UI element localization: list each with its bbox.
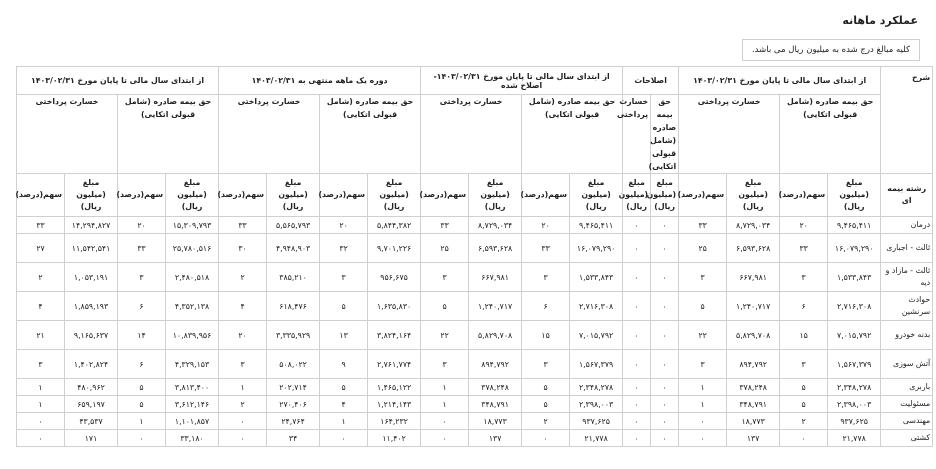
group-header-1: از ابتدای سال مالی تا پایان مورخ ۱۴۰۳/۰۲/۳۱ bbox=[679, 67, 881, 95]
table-cell: ۱,۲۴۰,۷۱۷ bbox=[727, 292, 780, 321]
share-header: سهم(درصد) bbox=[320, 174, 368, 217]
table-cell: ۲,۳۹۸,۰۰۳ bbox=[570, 396, 623, 413]
table-cell: ۱,۵۳۳,۸۴۳ bbox=[828, 263, 881, 292]
table-cell: ۱ bbox=[320, 413, 368, 430]
table-cell: ۱ bbox=[17, 396, 65, 413]
table-cell: ۳۳ bbox=[219, 217, 267, 234]
table-cell: ۰ bbox=[623, 217, 651, 234]
table-cell: ۱,۶۳۵,۸۳۰ bbox=[368, 292, 421, 321]
table-cell: ۳ bbox=[17, 350, 65, 379]
table-cell: ۱,۸۵۹,۱۹۳ bbox=[65, 292, 118, 321]
table-cell: ۳ bbox=[780, 263, 828, 292]
premium-header: حق بیمه صادره (شامل قبولی اتکایی) bbox=[522, 95, 623, 174]
table-cell: ۴,۳۲۹,۱۵۳ bbox=[166, 350, 219, 379]
table-row bbox=[17, 217, 933, 234]
table-cell: ۹۳۷,۶۲۵ bbox=[570, 413, 623, 430]
table-cell: ۰ bbox=[651, 292, 679, 321]
table-cell: ۸۹۴,۷۹۲ bbox=[727, 350, 780, 379]
amount-header: مبلغ (میلیون ریال) bbox=[368, 174, 421, 217]
table-cell: ۴ bbox=[320, 396, 368, 413]
table-cell: ۵,۵۶۵,۷۹۳ bbox=[267, 217, 320, 234]
table-cell: ۳۳,۱۸۰ bbox=[166, 430, 219, 447]
table-cell: ۱۳۷ bbox=[469, 430, 522, 447]
table-cell: ۸۹۴,۷۹۲ bbox=[469, 350, 522, 379]
table-cell: ۶ bbox=[780, 292, 828, 321]
table-cell: ۶۵۹,۱۹۷ bbox=[65, 396, 118, 413]
table-cell: ۵ bbox=[421, 292, 469, 321]
group-header-3: از ابتدای سال مالی تا پایان مورخ ۱۴۰۳/۰۲/۳۱- اصلاح شده bbox=[421, 67, 623, 95]
table-cell: ۳,۸۲۴,۱۶۴ bbox=[368, 321, 421, 350]
table-cell: ۰ bbox=[623, 413, 651, 430]
table-cell: ۱۸,۷۷۳ bbox=[727, 413, 780, 430]
table-cell: ۳,۸۱۳,۴۰۰ bbox=[166, 379, 219, 396]
table-cell: ۳ bbox=[522, 350, 570, 379]
table-cell: ۰ bbox=[651, 217, 679, 234]
table-cell: ۹۳۷,۶۲۵ bbox=[828, 413, 881, 430]
table-cell: ۵,۸۴۴,۳۸۲ bbox=[368, 217, 421, 234]
table-cell: ۳ bbox=[780, 350, 828, 379]
table-cell: ۶ bbox=[522, 292, 570, 321]
table-cell: ۲,۳۴۸,۲۷۸ bbox=[570, 379, 623, 396]
table-cell: ۳۷۸,۲۴۸ bbox=[727, 379, 780, 396]
loss-header: خسارت پرداختی bbox=[421, 95, 522, 174]
table-cell: ۰ bbox=[623, 292, 651, 321]
table-cell: ۱۱,۵۴۲,۵۴۱ bbox=[65, 234, 118, 263]
amount-header: مبلغ (میلیون ریال) bbox=[166, 174, 219, 217]
units-note: کلیه مبالغ درج شده به میلیون ریال می باشد. bbox=[742, 39, 920, 61]
table-row bbox=[17, 430, 933, 447]
row-label: کشتی bbox=[881, 430, 933, 447]
table-cell: ۶۶۷,۹۸۱ bbox=[469, 263, 522, 292]
loss-header: خسارت پرداختی bbox=[17, 95, 118, 174]
table-cell: ۰ bbox=[679, 413, 727, 430]
table-cell: ۳ bbox=[679, 350, 727, 379]
table-row bbox=[17, 321, 933, 350]
table-cell: ۲۰ bbox=[522, 217, 570, 234]
table-cell: ۳ bbox=[679, 263, 727, 292]
table-cell: ۱,۲۱۴,۱۴۳ bbox=[368, 396, 421, 413]
table-cell: ۰ bbox=[623, 263, 651, 292]
share-header: سهم(درصد) bbox=[780, 174, 828, 217]
table-cell: ۲۰ bbox=[320, 217, 368, 234]
table-cell: ۱۶۴,۲۳۲ bbox=[368, 413, 421, 430]
loss-header: خسارت پرداختی bbox=[679, 95, 780, 174]
share-header: سهم(درصد) bbox=[17, 174, 65, 217]
table-cell: ۱,۴۰۲,۸۲۴ bbox=[65, 350, 118, 379]
row-label: ثالث - مازاد و دیه bbox=[881, 263, 933, 292]
table-cell: ۲,۴۸۰,۵۱۸ bbox=[166, 263, 219, 292]
table-cell: ۲۰ bbox=[219, 321, 267, 350]
table-cell: ۵ bbox=[679, 292, 727, 321]
table-cell: ۹ bbox=[320, 350, 368, 379]
table-cell: ۱۴,۲۹۴,۸۲۷ bbox=[65, 217, 118, 234]
table-cell: ۳ bbox=[522, 263, 570, 292]
table-cell: ۱ bbox=[421, 396, 469, 413]
table-cell: ۲,۷۶۱,۷۷۴ bbox=[368, 350, 421, 379]
table-cell: ۴,۳۵۲,۱۳۸ bbox=[166, 292, 219, 321]
table-cell: ۲,۳۹۸,۰۰۳ bbox=[828, 396, 881, 413]
table-cell: ۱,۴۶۵,۱۲۲ bbox=[368, 379, 421, 396]
table-cell: ۶,۵۹۳,۶۲۸ bbox=[727, 234, 780, 263]
table-cell: ۲۷ bbox=[17, 234, 65, 263]
premium-header: حق بیمه صادره (شامل قبولی اتکایی) bbox=[780, 95, 881, 174]
category-header: شرح bbox=[881, 67, 933, 174]
table-cell: ۳۳ bbox=[421, 217, 469, 234]
table-cell: ۱,۵۶۷,۳۷۹ bbox=[828, 350, 881, 379]
table-cell: ۰ bbox=[522, 430, 570, 447]
table-cell: ۴۸۰,۹۶۲ bbox=[65, 379, 118, 396]
table-cell: ۳۳ bbox=[17, 217, 65, 234]
table-cell: ۲ bbox=[219, 263, 267, 292]
row-label: آتش سوزی bbox=[881, 350, 933, 379]
table-cell: ۰ bbox=[780, 430, 828, 447]
table-cell: ۳۳ bbox=[118, 234, 166, 263]
table-cell: ۳,۶۱۲,۱۴۶ bbox=[166, 396, 219, 413]
table-cell: ۵ bbox=[522, 379, 570, 396]
table-cell: ۰ bbox=[623, 379, 651, 396]
table-cell: ۲ bbox=[522, 413, 570, 430]
share-header: سهم(درصد) bbox=[522, 174, 570, 217]
table-cell: ۲ bbox=[17, 263, 65, 292]
share-header: سهم(درصد) bbox=[679, 174, 727, 217]
table-cell: ۰ bbox=[651, 430, 679, 447]
table-cell: ۲۲ bbox=[679, 321, 727, 350]
table-cell: ۰ bbox=[219, 413, 267, 430]
table-cell: ۷,۰۱۵,۷۹۲ bbox=[828, 321, 881, 350]
table-cell: ۹,۴۶۵,۴۱۱ bbox=[828, 217, 881, 234]
amount-header: مبلغ (میلیون ریال) bbox=[65, 174, 118, 217]
table-cell: ۲ bbox=[780, 413, 828, 430]
table-cell: ۶ bbox=[118, 350, 166, 379]
table-cell: ۰ bbox=[421, 413, 469, 430]
table-cell: ۶۶۷,۹۸۱ bbox=[727, 263, 780, 292]
table-cell: ۱۰,۸۳۹,۹۵۶ bbox=[166, 321, 219, 350]
table-cell: ۹,۷۰۱,۲۲۶ bbox=[368, 234, 421, 263]
table-cell: ۶۱۸,۴۷۶ bbox=[267, 292, 320, 321]
table-cell: ۱,۲۴۰,۷۱۷ bbox=[469, 292, 522, 321]
table-cell: ۲۰۲,۷۱۴ bbox=[267, 379, 320, 396]
table-cell: ۶,۵۹۳,۶۲۸ bbox=[469, 234, 522, 263]
table-cell: ۳۴۸,۷۹۱ bbox=[469, 396, 522, 413]
table-cell: ۲,۳۴۸,۲۷۸ bbox=[828, 379, 881, 396]
table-cell: ۰ bbox=[651, 321, 679, 350]
table-cell: ۴۳,۵۳۷ bbox=[65, 413, 118, 430]
table-cell: ۲۰ bbox=[118, 217, 166, 234]
table-cell: ۰ bbox=[623, 321, 651, 350]
amount-header: مبلغ (میلیون ریال) bbox=[623, 174, 651, 217]
table-cell: ۰ bbox=[651, 234, 679, 263]
premium-header: حق بیمه صادره (شامل قبولی اتکایی) bbox=[118, 95, 219, 174]
table-cell: ۶ bbox=[118, 292, 166, 321]
table-cell: ۱ bbox=[421, 379, 469, 396]
table-cell: ۸,۷۲۹,۰۳۴ bbox=[727, 217, 780, 234]
amount-header: مبلغ (میلیون ریال) bbox=[651, 174, 679, 217]
table-cell: ۱۳۷ bbox=[727, 430, 780, 447]
table-cell: ۱۷۱ bbox=[65, 430, 118, 447]
table-cell: ۲۰ bbox=[780, 217, 828, 234]
table-cell: ۵ bbox=[118, 396, 166, 413]
table-cell: ۲۱,۷۷۸ bbox=[570, 430, 623, 447]
table-cell: ۳۴۸,۷۹۱ bbox=[727, 396, 780, 413]
table-cell: ۰ bbox=[651, 350, 679, 379]
table-row bbox=[17, 234, 933, 263]
table-row bbox=[17, 263, 933, 292]
table-cell: ۵ bbox=[320, 379, 368, 396]
table-cell: ۱۵ bbox=[522, 321, 570, 350]
table-cell: ۰ bbox=[651, 396, 679, 413]
table-cell: ۳ bbox=[320, 263, 368, 292]
table-cell: ۳۰ bbox=[219, 234, 267, 263]
table-cell: ۹,۴۶۵,۴۱۱ bbox=[570, 217, 623, 234]
table-cell: ۰ bbox=[421, 430, 469, 447]
amount-header: مبلغ (میلیون ریال) bbox=[469, 174, 522, 217]
table-cell: ۰ bbox=[679, 430, 727, 447]
table-cell: ۳۸۵,۲۱۰ bbox=[267, 263, 320, 292]
table-cell: ۵ bbox=[118, 379, 166, 396]
table-cell: ۳۴ bbox=[267, 430, 320, 447]
table-row bbox=[17, 413, 933, 430]
table-cell: ۸,۷۲۹,۰۳۴ bbox=[469, 217, 522, 234]
table-cell: ۳۳ bbox=[522, 234, 570, 263]
table-cell: ۳۷۸,۲۴۸ bbox=[469, 379, 522, 396]
table-cell: ۱ bbox=[679, 379, 727, 396]
premium-header: حق بیمه صادره (شامل قبولی اتکایی) bbox=[651, 95, 679, 174]
row-label: بدنه خودرو bbox=[881, 321, 933, 350]
table-cell: ۰ bbox=[17, 413, 65, 430]
table-cell: ۵ bbox=[522, 396, 570, 413]
monthly-performance-table bbox=[16, 66, 933, 447]
table-cell: ۱۶,۰۷۹,۲۹۰ bbox=[570, 234, 623, 263]
premium-header: حق بیمه صادره (شامل قبولی اتکایی) bbox=[320, 95, 421, 174]
table-cell: ۱,۵۶۷,۳۷۹ bbox=[570, 350, 623, 379]
table-cell: ۱۸,۷۷۳ bbox=[469, 413, 522, 430]
table-cell: ۳,۳۳۵,۹۲۹ bbox=[267, 321, 320, 350]
table-cell: ۳۲ bbox=[320, 234, 368, 263]
table-cell: ۲,۷۱۶,۳۰۸ bbox=[828, 292, 881, 321]
group-header-5: از ابتدای سال مالی تا پایان مورخ ۱۴۰۳/۰۲/۳۱ bbox=[17, 67, 219, 95]
line-header: رشته بیمه ای bbox=[881, 174, 933, 217]
row-label: حوادث سرنشین bbox=[881, 292, 933, 321]
table-row bbox=[17, 396, 933, 413]
table-cell: ۱,۱۰۱,۸۵۷ bbox=[166, 413, 219, 430]
row-label: باربری bbox=[881, 379, 933, 396]
table-cell: ۲ bbox=[219, 396, 267, 413]
table-cell: ۱۳ bbox=[320, 321, 368, 350]
table-cell: ۲,۷۱۶,۳۰۸ bbox=[570, 292, 623, 321]
amount-header: مبلغ (میلیون ریال) bbox=[828, 174, 881, 217]
table-row bbox=[17, 350, 933, 379]
table-cell: ۲۱ bbox=[17, 321, 65, 350]
share-header: سهم(درصد) bbox=[219, 174, 267, 217]
table-cell: ۵ bbox=[780, 396, 828, 413]
table-cell: ۰ bbox=[623, 350, 651, 379]
table-cell: ۵۰۸,۰۲۲ bbox=[267, 350, 320, 379]
table-cell: ۰ bbox=[651, 379, 679, 396]
table-cell: ۰ bbox=[623, 430, 651, 447]
table-cell: ۵,۸۲۹,۷۰۸ bbox=[469, 321, 522, 350]
table-cell: ۲۴,۷۶۴ bbox=[267, 413, 320, 430]
table-cell: ۰ bbox=[219, 430, 267, 447]
group-header-4: دوره یک ماهه منتهی به ۱۴۰۳/۰۲/۳۱ bbox=[219, 67, 421, 95]
row-label: درمان bbox=[881, 217, 933, 234]
table-cell: ۱۵,۳۰۹,۷۹۳ bbox=[166, 217, 219, 234]
row-label: مسئولیت bbox=[881, 396, 933, 413]
table-cell: ۱ bbox=[17, 379, 65, 396]
table-cell: ۹,۱۶۵,۶۳۷ bbox=[65, 321, 118, 350]
loss-header: خسارت پرداختی bbox=[623, 95, 651, 174]
table-cell: ۵ bbox=[780, 379, 828, 396]
table-cell: ۲۵ bbox=[679, 234, 727, 263]
share-header: سهم(درصد) bbox=[118, 174, 166, 217]
table-cell: ۰ bbox=[118, 430, 166, 447]
table-cell: ۲۲ bbox=[421, 321, 469, 350]
table-cell: ۱۱,۴۰۲ bbox=[368, 430, 421, 447]
table-cell: ۱۶,۰۷۹,۲۹۰ bbox=[828, 234, 881, 263]
table-cell: ۰ bbox=[17, 430, 65, 447]
table-cell: ۵,۸۲۹,۷۰۸ bbox=[727, 321, 780, 350]
table-cell: ۲۵ bbox=[421, 234, 469, 263]
table-cell: ۱,۵۳۳,۸۴۳ bbox=[570, 263, 623, 292]
amount-header: مبلغ (میلیون ریال) bbox=[570, 174, 623, 217]
table-cell: ۰ bbox=[623, 396, 651, 413]
table-cell: ۴ bbox=[219, 292, 267, 321]
loss-header: خسارت پرداختی bbox=[219, 95, 320, 174]
table-cell: ۰ bbox=[623, 234, 651, 263]
table-cell: ۲۵,۷۸۰,۵۱۶ bbox=[166, 234, 219, 263]
table-cell: ۱ bbox=[118, 413, 166, 430]
table-cell: ۷,۰۱۵,۷۹۲ bbox=[570, 321, 623, 350]
table-cell: ۳ bbox=[219, 350, 267, 379]
row-label: مهندسی bbox=[881, 413, 933, 430]
table-cell: ۵ bbox=[320, 292, 368, 321]
page-title: عملکرد ماهانه bbox=[842, 14, 918, 27]
table-cell: ۰ bbox=[651, 413, 679, 430]
table-cell: ۹۵۶,۶۷۵ bbox=[368, 263, 421, 292]
table-cell: ۲۷۰,۴۰۶ bbox=[267, 396, 320, 413]
table-cell: ۱۵ bbox=[780, 321, 828, 350]
table-row bbox=[17, 379, 933, 396]
table-cell: ۲۱,۷۷۸ bbox=[828, 430, 881, 447]
share-header: سهم(درصد) bbox=[421, 174, 469, 217]
amount-header: مبلغ (میلیون ریال) bbox=[727, 174, 780, 217]
table-cell: ۱۴ bbox=[118, 321, 166, 350]
table-cell: ۴,۹۴۸,۹۰۳ bbox=[267, 234, 320, 263]
table-cell: ۱,۰۵۳,۱۹۱ bbox=[65, 263, 118, 292]
table-cell: ۳۳ bbox=[780, 234, 828, 263]
table-cell: ۴ bbox=[17, 292, 65, 321]
table-cell: ۱ bbox=[679, 396, 727, 413]
table-row bbox=[17, 292, 933, 321]
table-cell: ۱ bbox=[219, 379, 267, 396]
table-cell: ۳۳ bbox=[679, 217, 727, 234]
table-cell: ۳ bbox=[118, 263, 166, 292]
table-cell: ۰ bbox=[651, 263, 679, 292]
table-cell: ۳ bbox=[421, 350, 469, 379]
row-label: ثالث - اجباری bbox=[881, 234, 933, 263]
table-cell: ۰ bbox=[320, 430, 368, 447]
table-cell: ۳ bbox=[421, 263, 469, 292]
amount-header: مبلغ (میلیون ریال) bbox=[267, 174, 320, 217]
group-header-2: اصلاحات bbox=[623, 67, 679, 95]
